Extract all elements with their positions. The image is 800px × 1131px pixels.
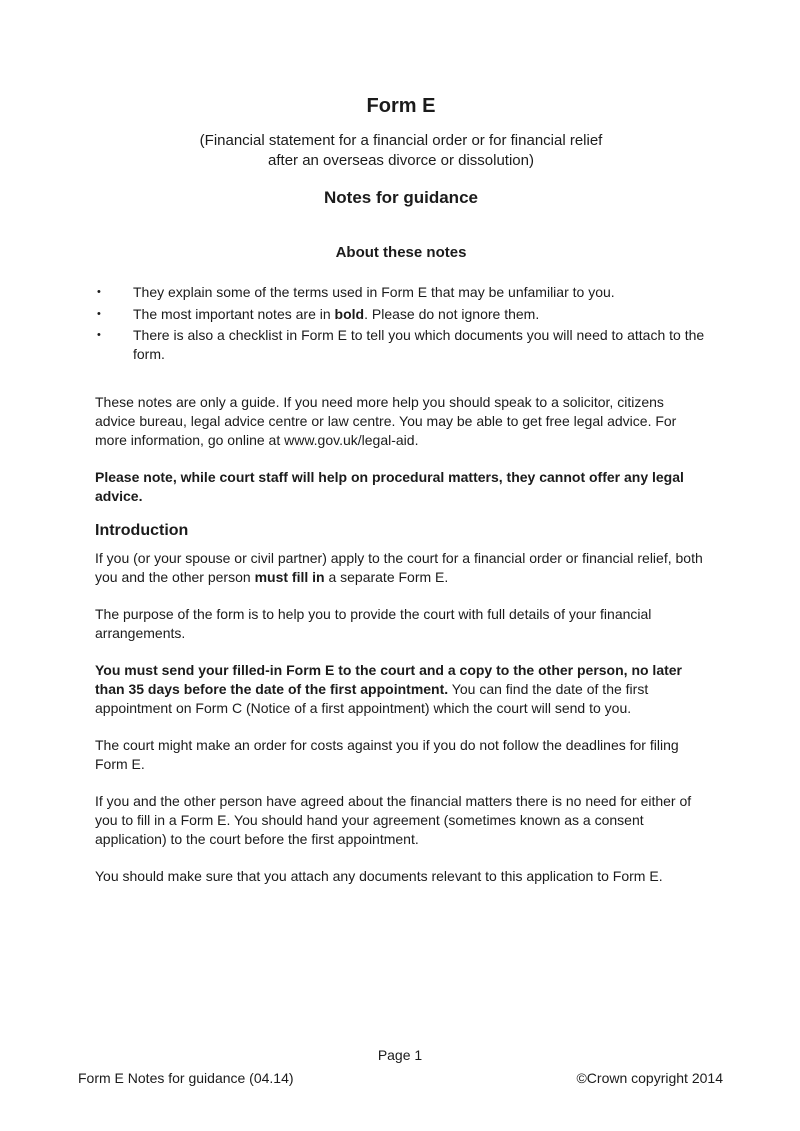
bullet-icon: • xyxy=(97,307,101,320)
bullet-text-checklist: There is also a checklist in Form E to tell you which documents you will need to attach to the form. xyxy=(133,327,705,362)
list-item xyxy=(95,326,707,364)
about-these-notes-heading: About these notes xyxy=(335,244,467,261)
about-bullet-list xyxy=(95,283,707,364)
intro-paragraph-5: If you and the other person have agreed about the financial matters there is no need for either of you to fill in a Form E. You should hand your agreement (sometimes known as a consent application) to the court before the first appointment. xyxy=(95,793,692,847)
bullet-text-terms: They explain some of the terms used in Form E that may be unfamiliar to you. xyxy=(133,284,615,300)
footer-form-reference: Form E Notes for guidance (04.14) xyxy=(78,1070,294,1086)
footer-copyright: ©Crown copyright 2014 xyxy=(576,1070,723,1086)
form-subtitle xyxy=(95,131,707,170)
introduction-heading: Introduction xyxy=(95,522,189,539)
intro-paragraph-3: You must send your filled-in Form E to the court and a copy to the other person, no later than 35 days before the date of the first appointment. You can find the date of the first appointment on Form C (Notice of a first appointment) which the court will send to you. xyxy=(95,662,683,716)
intro-paragraph-4: The court might make an order for costs against you if you do not follow the deadlines for filing Form E. xyxy=(95,737,679,772)
intro-paragraph-1: If you (or your spouse or civil partner) apply to the court for a financial order or financial relief, both you and the other person must fill in a separate Form E. xyxy=(95,550,703,585)
list-item xyxy=(95,305,707,324)
list-item xyxy=(95,283,707,302)
intro-paragraph-6: You should make sure that you attach any documents relevant to this application to Form E. xyxy=(95,868,663,884)
doc-type-title: Notes for guidance xyxy=(324,188,478,207)
bullet-icon: • xyxy=(97,286,101,298)
bold-emphasis: must fill in xyxy=(254,569,325,585)
bold-emphasis: bold xyxy=(334,305,365,322)
guide-paragraph: These notes are only a guide. If you need more help you should speak to a solicitor, citizens advice bureau, legal advice centre or law centre. You may be able to get free legal advice. For more information, go online at www.gov.uk/legal-aid. xyxy=(95,394,677,448)
page-footer xyxy=(78,1069,723,1087)
bullet-icon: • xyxy=(97,329,101,341)
page-number: Page 1 xyxy=(377,1047,423,1063)
form-subtitle-line-2: after an overseas divorce or dissolution) xyxy=(268,151,534,169)
deadline-bold-text: You must send your filled-in Form E to the court and a copy to the other person, no later than 35 days before the date of the first appointment. xyxy=(95,662,683,697)
intro-paragraph-2: The purpose of the form is to help you to provide the court with full details of your financial arrangements. xyxy=(95,606,652,641)
form-subtitle-line-1: (Financial statement for a financial order or for financial relief xyxy=(199,132,603,149)
bullet-text-bold-notes: The most important notes are in bold. Please do not ignore them. xyxy=(133,305,540,322)
document-content xyxy=(0,94,800,886)
form-title: Form E xyxy=(366,95,436,117)
court-staff-note: Please note, while court staff will help on procedural matters, they cannot offer any legal advice. xyxy=(95,469,684,504)
